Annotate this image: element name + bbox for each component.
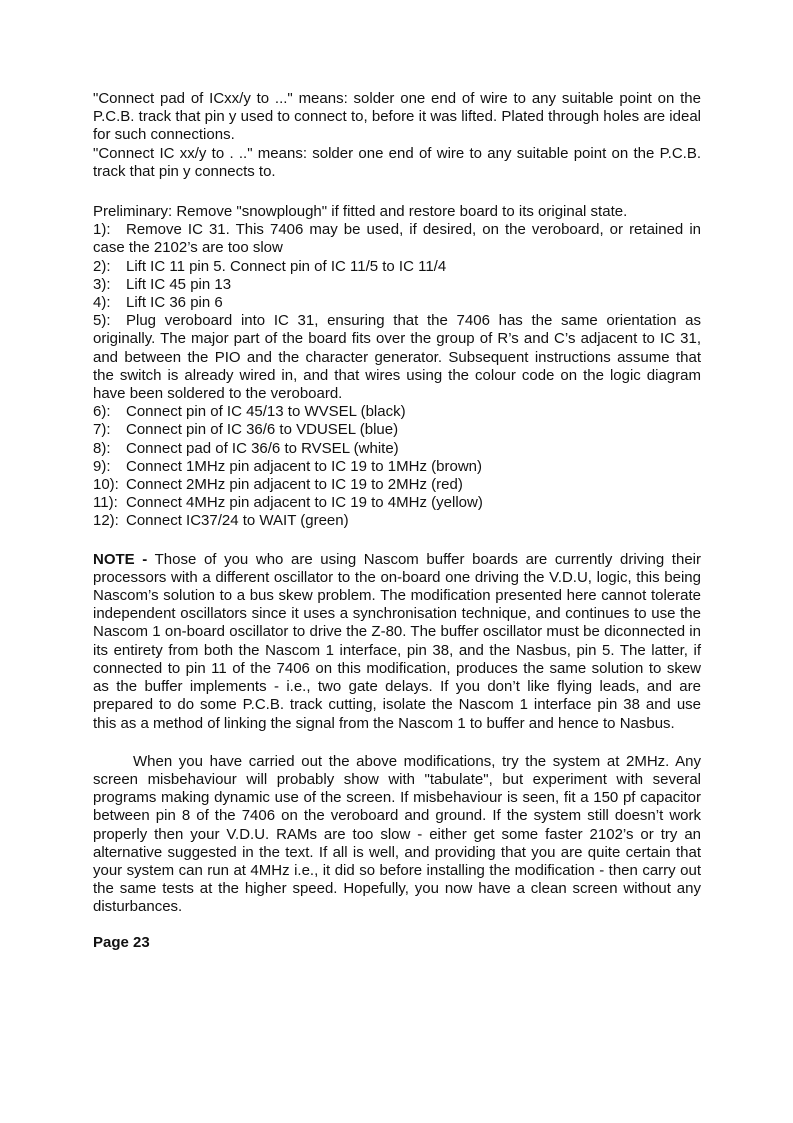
step-text: Remove IC 31. This 7406 may be used, if desired, on the veroboard, or retained in case the 2102’s are too slow <box>93 221 701 257</box>
instruction-steps <box>93 221 701 530</box>
step-number: 11): <box>93 494 118 512</box>
step-item <box>93 476 701 494</box>
step-text: Lift IC 11 pin 5. Connect pin of IC 11/5 to IC 11/4 <box>126 257 447 275</box>
step-text: Plug veroboard into IC 31, ensuring that the 7406 has the same orientation as originally. The major part of the board fits over the group of R’s and C’s adjacent to IC 31, and between the PIO and the character generator. Subsequent instructions assume that the switch is already wired in, and that wires using the colour code on the logic diagram have been soldered to the veroboard. <box>93 312 701 403</box>
step-item <box>93 403 701 421</box>
step-item <box>93 494 701 512</box>
step-text: Lift IC 36 pin 6 <box>126 294 223 312</box>
note-label: NOTE - <box>93 550 148 568</box>
spacer <box>93 917 701 934</box>
step-text: Connect pin of IC 36/6 to VDUSEL (blue) <box>126 421 399 439</box>
spacer <box>93 181 701 203</box>
step-number: 6): <box>93 403 111 421</box>
step-number: 7): <box>93 421 111 439</box>
step-number: 3): <box>93 275 111 293</box>
spacer <box>93 733 701 753</box>
preliminary-line: Preliminary: Remove "snowplough" if fitted and restore board to its original state. <box>93 203 628 221</box>
step-number: 8): <box>93 439 111 457</box>
step-item <box>93 440 701 458</box>
step-item <box>93 276 701 294</box>
note-text: Those of you who are using Nascom buffer boards are currently driving their processors with a different oscillator to the on-board one driving the V.D.U, logic, this being Nascom’s solution to a bus skew problem. The modification presented here cannot tolerate independent oscillators since it uses a synchronisation technique, and continues to use the Nascom 1 on-board oscillator to drive the Z-80. The buffer oscillator must be diconnected in its entirety from both the Nascom 1 interface, pin 38, and the Nasbus, pin 5. The latter, if connected to pin 11 of the 7406 on this modification, produces the same solution to skew as the buffer implements - i.e., two gate delays. If you don’t like flying leads, and are prepared to do some P.C.B. track cutting, isolate the Nascom 1 interface pin 38 and use this as a method of linking the signal from the Nascom 1 to buffer and hence to Nasbus. <box>93 550 701 732</box>
step-number: 10): <box>93 476 119 494</box>
step-number: 5): <box>93 312 111 330</box>
intro-paragraph-2: "Connect IC xx/y to . .." means: solder one end of wire to any suitable point on the P.C.B. track that pin y connects to. <box>93 144 701 180</box>
step-item <box>93 512 701 530</box>
step-text: Connect pin of IC 45/13 to WVSEL (black) <box>126 403 406 421</box>
step-text: Connect 2MHz pin adjacent to IC 19 to 2MHz (red) <box>126 476 463 494</box>
step-text: Connect IC37/24 to WAIT (green) <box>126 512 349 530</box>
step-number: 9): <box>93 457 111 475</box>
step-text: Connect 1MHz pin adjacent to IC 19 to 1MHz (brown) <box>126 457 482 475</box>
step-number: 1): <box>93 221 111 239</box>
step-item <box>93 221 701 257</box>
spacer <box>93 531 701 551</box>
step-item <box>93 294 701 312</box>
note-paragraph <box>93 551 701 733</box>
step-text: Connect pad of IC 36/6 to RVSEL (white) <box>126 439 399 457</box>
step-item <box>93 458 701 476</box>
step-number: 4): <box>93 294 111 312</box>
step-text: Lift IC 45 pin 13 <box>126 275 232 293</box>
intro-paragraph-1: "Connect pad of ICxx/y to ..." means: solder one end of wire to any suitable point on the P.C.B. track that pin y used to connect to, before it was lifted. Plated through holes are ideal for such connections. <box>93 90 701 144</box>
step-number: 2): <box>93 257 111 275</box>
step-number: 12): <box>93 512 119 530</box>
document-content <box>93 90 701 952</box>
step-item <box>93 312 701 403</box>
closing-paragraph: When you have carried out the above modifications, try the system at 2MHz. Any screen misbehaviour will probably show with "tabulate", but experiment with several programs making dynamic use of the screen. If misbehaviour is seen, fit a 150 pf capacitor between pin 8 of the 7406 on the veroboard and ground. If the system still doesn’t work properly then your V.D.U. RAMs are too slow - either get some faster 2102’s or try an alternative suggested in the text. If all is well, and providing that you are quite certain that your system can run at 4MHz i.e., it did so before installing the modification - then carry out the same tests at the higher speed. Hopefully, you now have a clean screen without any disturbances. <box>93 752 701 916</box>
step-item <box>93 258 701 276</box>
step-item <box>93 421 701 439</box>
page-number: Page 23 <box>93 933 150 951</box>
step-text: Connect 4MHz pin adjacent to IC 19 to 4MHz (yellow) <box>126 494 483 512</box>
